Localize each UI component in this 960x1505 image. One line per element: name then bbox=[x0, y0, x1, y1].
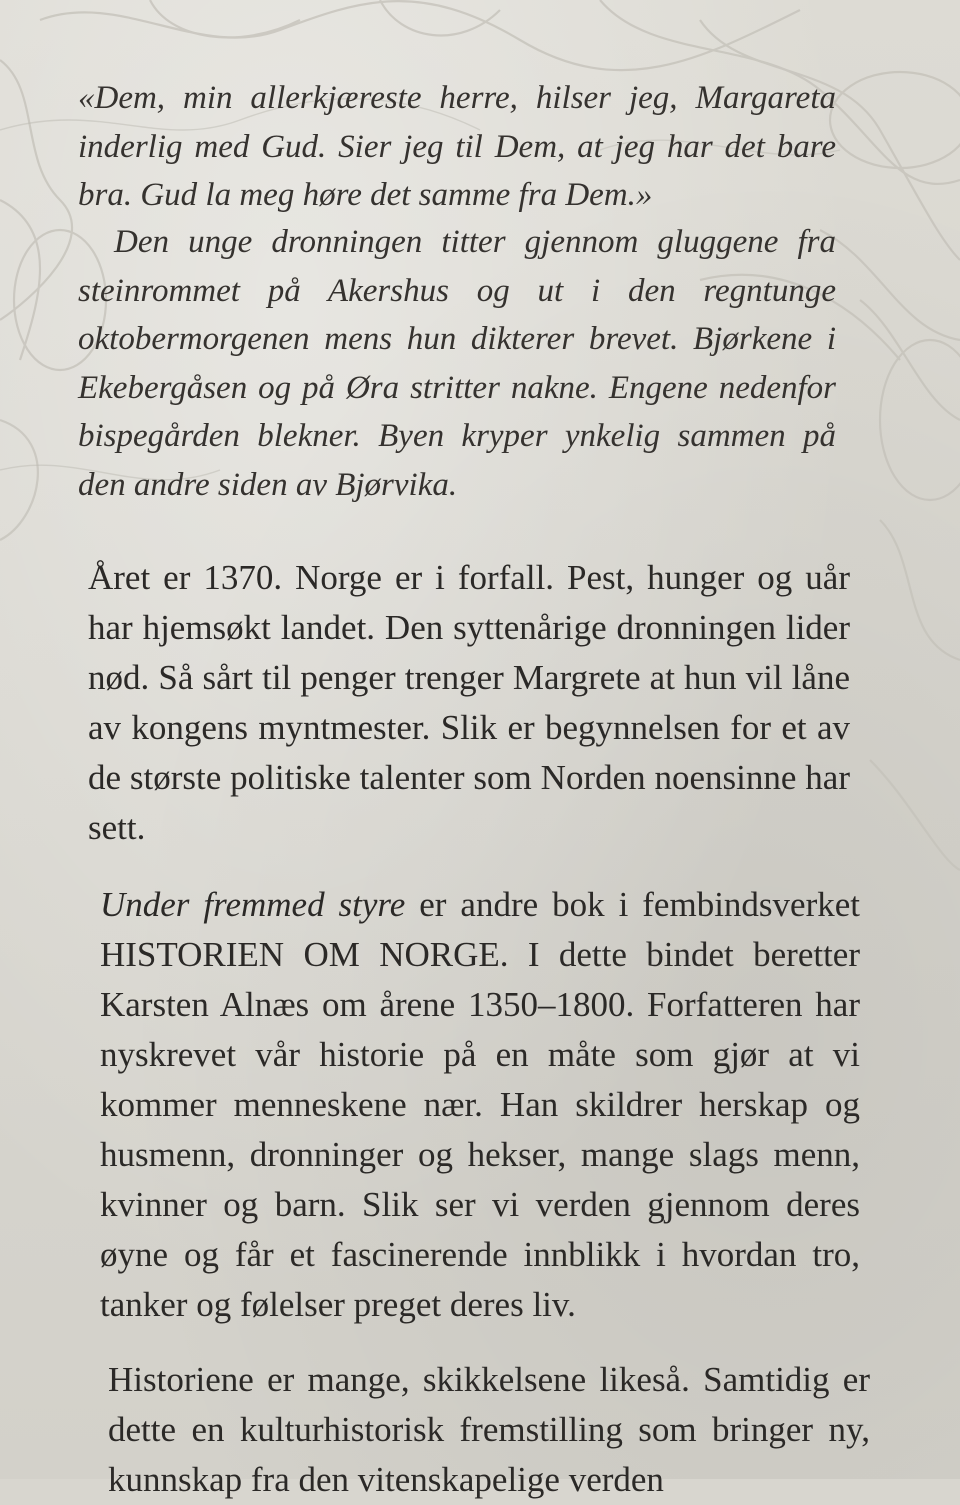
about-text: er andre bok i fembindsverket HISTORIEN OM NORGE. I dette bindet beretter Karsten Alnæs om årene 1350–1800. Forfatteren har nyskrevet vår historie på en måte som gjør at vi kommer menneskene nær. Han skildrer herskap og husmenn, dronninger og hekser, mange slags menn, kvinner og barn. Slik ser vi verden gjennom deres øyne og får et fascinerende innblikk i hvordan tro, tanker og følelser preget deres liv. bbox=[100, 885, 860, 1324]
scene-text: Den unge dronningen titter gjennom gluggene fra steinrommet på Akershus og ut i den regntunge oktobermorgenen mens hun dikterer brevet. Bjørkene i Ekebergåsen og på Øra stritter nakne. Engene nedenfor bispegården blekner. Byen kryper ynkelig sammen på den andre siden av Bjørvika. bbox=[78, 224, 836, 503]
opening-quote bbox=[78, 74, 836, 220]
quote-text: «Dem, min allerkjæreste herre, hilser jeg, Margareta inderlig med Gud. Sier jeg til Dem, at jeg har det bare bra. Gud la meg høre det samme fra Dem.» bbox=[78, 80, 836, 213]
stories-text: Historiene er mange, skikkelsene likeså. Samtidig er dette en kulturhistorisk fremstilling som bringer ny, kunnskap fra den vitenskapelige verden bbox=[108, 1360, 870, 1499]
scene-description bbox=[78, 218, 836, 509]
stories-paragraph bbox=[108, 1355, 870, 1505]
intro-paragraph bbox=[88, 553, 850, 853]
about-paragraph bbox=[100, 880, 860, 1330]
about-text-wrapper bbox=[100, 880, 860, 1330]
book-title: Under fremmed styre bbox=[100, 885, 406, 924]
intro-text: Året er 1370. Norge er i forfall. Pest, hunger og uår har hjemsøkt landet. Den syttenårige dronningen lider nød. Så sårt til penger trenger Margrete at hun vil låne av kongens myntmester. Slik er begynnelsen for et av de største politiske talenter som Norden noensinne har sett. bbox=[88, 558, 850, 847]
